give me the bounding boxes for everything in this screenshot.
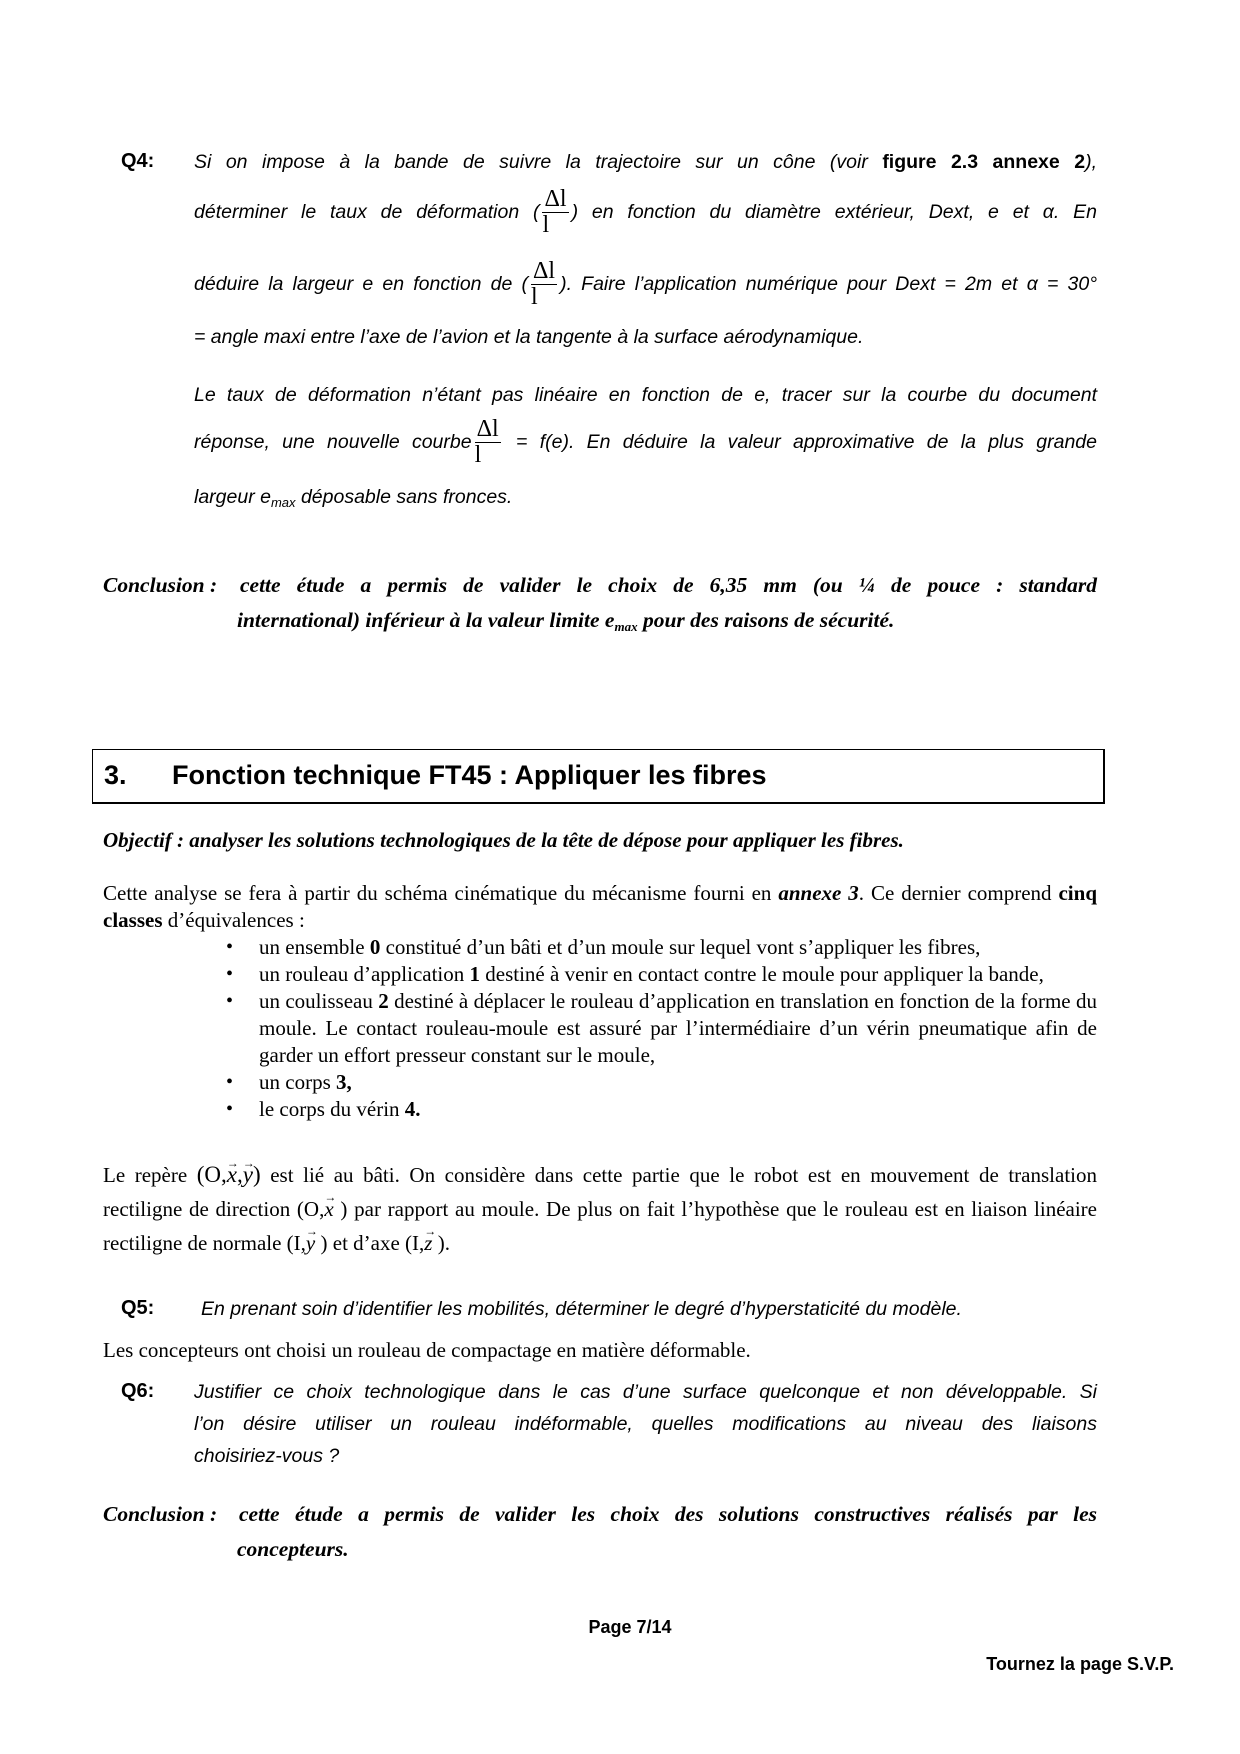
vector-x: → x [227, 1158, 237, 1192]
bullet-text: le corps du vérin [259, 1097, 405, 1121]
concepteurs-text: Les concepteurs ont choisi un rouleau de compactage en matière déformable. [103, 1338, 751, 1362]
q6-line-3: choisiriez-vous ? [194, 1445, 340, 1467]
conclusion-1-line-1: cette étude a permis de valider le choix de 6,35 mm (ou ¼ de pouce : standard [240, 573, 1097, 597]
fraction-numerator: Δl [533, 258, 556, 285]
q6-line-2: l’on désire utiliser un rouleau indéformable, quelles modifications au niveau des liaisons [194, 1413, 1097, 1435]
conclusion-1-line-2-end: pour des raisons de sécurité. [637, 608, 895, 632]
list-item [259, 1096, 1097, 1123]
q4-line-7-end: déposable sans fronces. [295, 486, 513, 508]
bullet-text-end: destiné à déplacer le rouleau d’application en translation en fonction de la forme du moule. Le contact rouleau-moule est assuré par l’intermédiaire d’un vérin pneumatique afin de garder un effort presseur constant sur le moule, [259, 989, 1097, 1067]
section-title: Fonction technique FT45 : Appliquer les fibres [172, 760, 767, 790]
conclusion-2-label: Conclusion : [103, 1502, 218, 1526]
conclusion-1-label: Conclusion : [103, 573, 218, 597]
q4-line-7 [194, 486, 1097, 510]
frame-close: ) [252, 1162, 261, 1187]
bullet-number: 4. [404, 1097, 421, 1121]
list-item [259, 1069, 1097, 1096]
list-item [259, 988, 1097, 1069]
conclusion-2-line-2: concepteurs. [237, 1537, 349, 1561]
q4-line-2 [194, 184, 1097, 240]
tournez-la-page: Tournez la page S.V.P. [986, 1654, 1174, 1674]
frame-open: (I, [286, 1231, 306, 1255]
frame-close: ). [437, 1231, 450, 1255]
frame-iy [287, 1231, 328, 1255]
frame-open: (O, [296, 1197, 325, 1221]
repere-text: Le repère [103, 1163, 197, 1187]
frame-close: ) [340, 1197, 348, 1221]
fraction-denominator: l [531, 284, 538, 311]
intro-text-3: d’équivalences : [162, 908, 305, 932]
q4-line-1 [194, 151, 1097, 174]
bullet-number: 0 [369, 935, 381, 959]
bullet-text: un coulisseau [259, 989, 379, 1013]
bullet-text-end: destiné à venir en contact contre le moule pour appliquer la bande, [480, 962, 1044, 986]
q4-line-2-text: déterminer le taux de déformation ( [194, 201, 540, 223]
conclusion-1-line-2 [237, 608, 1097, 635]
objectif: Objectif : analyser les solutions technologiques de la tête de dépose pour appliquer les fibres. [103, 828, 904, 852]
frame-open: (O, [196, 1162, 227, 1187]
frame-iz [405, 1231, 450, 1255]
section-number: 3. [104, 760, 127, 790]
section-heading-box [92, 749, 1105, 804]
annexe-ref: annexe 3 [778, 881, 859, 905]
q4-line-6-end: = f(e). En déduire la valeur approximative de la plus grande [503, 431, 1098, 453]
bullet-number: 2 [378, 989, 389, 1013]
intro-text-2: . Ce dernier comprend [858, 881, 1059, 905]
delta-l-fraction [542, 187, 568, 238]
q4-line-3-end: ). Faire l’application numérique pour Dext = 2m et α = 30° [560, 273, 1097, 295]
q4-line-7-text: largeur e [194, 486, 271, 508]
repere-text-2: est lié au bâti. On considère dans cette partie que le robot est en mouvement de translation rectiligne de direction [103, 1163, 1097, 1221]
q6-line-1: Justifier ce choix technologique dans le cas d’une surface quelconque et non développable. Si [194, 1381, 1097, 1403]
cinq-classes: cinq classes [103, 881, 1097, 932]
vector-y: → y [306, 1226, 315, 1260]
conclusion-1-line-2-text: international) inférieur à la valeur limite e [237, 608, 615, 632]
q4-line-3 [194, 256, 1097, 312]
q4-line-2-end: ) en fonction du diamètre extérieur, Dext, e et α. En [571, 201, 1097, 223]
q4-line-5: Le taux de déformation n’étant pas linéaire en fonction de e, tracer sur la courbe du document [194, 384, 1097, 406]
vector-z: → z [424, 1226, 432, 1260]
q4-line-1-text: Si on impose à la bande de suivre la trajectoire sur un cône (voir [194, 151, 883, 173]
q4-figure-ref: figure 2.3 annexe 2 [882, 151, 1086, 173]
repere-text-4: et d’axe [327, 1231, 406, 1255]
vector-y: → y [243, 1158, 253, 1192]
classes-list [259, 934, 1097, 1123]
q4-line-6 [194, 414, 1097, 470]
bullet-text: un rouleau d’application [259, 962, 470, 986]
fraction-numerator: Δl [476, 416, 499, 443]
fraction-numerator: Δl [544, 186, 567, 213]
q4-line-1-end: ), [1085, 151, 1097, 173]
emax-subscript: max [614, 619, 638, 634]
list-item [259, 961, 1097, 988]
fraction-denominator: l [542, 212, 550, 239]
bullet-number: 1 [469, 962, 481, 986]
q4-line-3-text: déduire la largeur e en fonction de ( [194, 273, 528, 295]
intro-paragraph [103, 880, 1097, 934]
frame-open: (I, [405, 1231, 425, 1255]
q6-label: Q6: [121, 1380, 155, 1402]
vector-x: → x [324, 1192, 333, 1226]
repere-text-3: par rapport au moule. De plus on fait l’hypothèse que le rouleau est en liaison linéaire rectiligne de normale [103, 1197, 1097, 1255]
page-number: Page 7/14 [588, 1617, 672, 1637]
bullet-text-end: constitué d’un bâti et d’un moule sur lequel vont s’appliquer les fibres, [380, 935, 981, 959]
frame-close: ) [320, 1231, 328, 1255]
delta-l-fraction [531, 259, 557, 310]
repere-paragraph [103, 1158, 1097, 1260]
q5-label: Q5: [121, 1297, 155, 1319]
q4-label: Q4: [121, 150, 155, 172]
fraction-denominator: l [474, 442, 482, 469]
frame-comma: , [237, 1162, 243, 1187]
bullet-number: 3, [336, 1070, 352, 1094]
frame-ox [297, 1197, 347, 1221]
list-item [259, 934, 1097, 961]
bullet-text: un ensemble [259, 935, 370, 959]
delta-l-fraction [475, 417, 501, 468]
q4-line-6-text: réponse, une nouvelle courbe [194, 431, 472, 453]
bullet-text: un corps [259, 1070, 336, 1094]
q5-text: En prenant soin d’identifier les mobilités, déterminer le degré d’hyperstaticité du modèle. [201, 1298, 962, 1320]
conclusion-2-line-1: cette étude a permis de valider les choix des solutions constructives réalisés par les [239, 1502, 1097, 1526]
intro-text: Cette analyse se fera à partir du schéma cinématique du mécanisme fourni en [103, 881, 779, 905]
q4-line-4: = angle maxi entre l’axe de l’avion et la tangente à la surface aérodynamique. [194, 326, 864, 348]
frame-oxy [197, 1162, 261, 1187]
emax-subscript: max [270, 495, 296, 510]
